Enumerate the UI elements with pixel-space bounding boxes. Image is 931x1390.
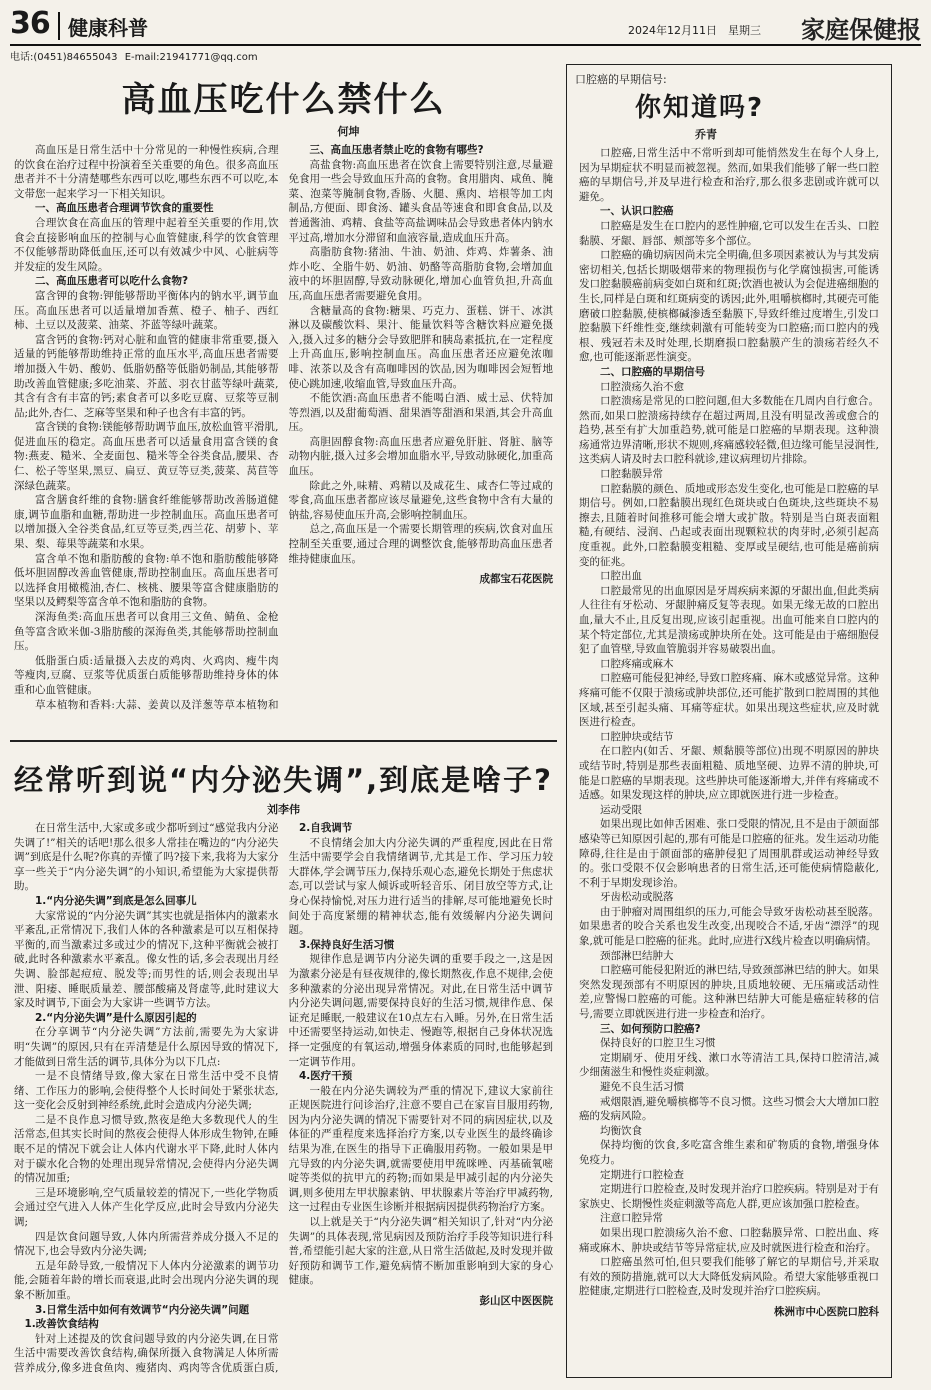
subheading: 保持良好的口腔卫生习惯 xyxy=(600,1037,716,1050)
article-source: 成都宝石花医院 xyxy=(479,573,553,586)
paragraph: 高胆固醇食物:高血压患者应避免肝脏、肾脏、脑等动物内脏,摄入过多会增加血脂水平,导致动脉硬化,加重高血压。 xyxy=(288,435,553,478)
subheading: 运动受限 xyxy=(600,803,642,816)
subheading: 口腔出血 xyxy=(600,570,642,583)
paragraph: 规律作息是调节内分泌失调的重要手段之一,这是因为激素分泌是有昼夜规律的,像长期熬夜,作息不规律,会使多种激素的分泌出现异常情况。对此,在日常生活中调节内分泌失调问题,需要保持良好的生活习惯,规律作息、保证充足睡眠,一般建议在10点左右入睡。另外,在日常生活中还需要坚持运动,如快走、慢跑等,根据自己身体状况选择一定强度的有氧运动,增强身体素质的同时,也能够起到一定调节作用。 xyxy=(288,953,553,1068)
subheading: 2.“内分泌失调”是什么原因引起的 xyxy=(35,1011,197,1024)
article-source: 株洲市中心医院口腔科 xyxy=(774,1305,879,1318)
paragraph: 口腔癌是发生在口腔内的恶性肿瘤,它可以发生在舌头、口腔黏膜、牙龈、唇部、颊部等多个部位。 xyxy=(579,219,879,247)
paragraph: 不良情绪会加大内分泌失调的严重程度,因此在日常生活中需要学会自我情绪调节,尤其是工作、学习压力较大群体,学会调节压力,保持乐观心态,避免长期处于焦虑状态,可以尝试与家人倾诉或听轻音乐、闭目放空等方式,让身心保持愉悦,对压力进行适当的排解,尽可能地避免长时间处于高度紧绷的精神状态,能有效缓解内分泌失调问题。 xyxy=(288,836,553,937)
paragraph: 富含膳食纤维的食物:膳食纤维能够帮助改善肠道健康,调节血脂和血糖,帮助进一步控制血压。高血压患者可以增加摄入全谷类食品,红豆等豆类,西兰花、胡萝卜、苹果、梨、莓果等蔬菜和水果。 xyxy=(14,494,279,551)
article-endocrine xyxy=(10,740,557,1380)
paper-name: 家庭保健报 xyxy=(801,16,921,44)
article-oral-cancer xyxy=(566,64,892,1378)
subheading: 二、口腔癌的早期信号 xyxy=(600,365,705,378)
subheading: 3.日常生活中如何有效调节“内分泌失调”问题 xyxy=(35,1303,250,1316)
contact-phone: 电话:(0451)84655043 xyxy=(10,52,118,63)
paragraph: 针对上述提及的饮食问题导致的内分泌失调,在日常生活中需要改善饮食结构,确保所摄入食物满足人体所需营养成分,像多进食鱼肉、瘦猪肉、鸡肉等含优质蛋白质, xyxy=(14,1332,279,1374)
article-title: 经常听到说“内分泌失调”,到底是啥子? xyxy=(14,763,553,797)
paragraph: 高脂肪食物:猪油、牛油、奶油、炸鸡、炸薯条、油炸小吃、全脂牛奶、奶油、奶酪等高脂肪食物,会增加血液中的坏胆固醇,导致动脉硬化,增加心血管负担,升高血压,高血压患者需要避免食用。 xyxy=(288,246,553,302)
paragraph: 以上就是关于“内分泌失调”相关知识了,针对“内分泌失调”的具体表现,常见病因及预防治疗手段等知识进行科普,希望能引起大家的注意,从日常生活做起,及时发现并做好预防和调节工作,避免病情不断加重影响到大家的身心健康。 xyxy=(288,1216,553,1287)
paragraph: 在日常生活中,大家或多或少都听到过“感觉我内分泌失调了!”相关的话吧!那么很多人常挂在嘴边的“内分泌失调”到底是什么呢?你真的弄懂了吗?接下来,我将为大家分享一些关于“内分泌失调”的小知识,希望能为大家提供帮助。 xyxy=(14,822,279,893)
paragraph: 富含镁的食物:镁能够帮助调节血压,放松血管平滑肌,促进血压的稳定。高血压患者可以适量食用富含镁的食物:燕麦、糙米、全麦面包、糙米等全谷类食品,腰果、杏仁、松子等坚果,黑豆、扁豆、黄豆等豆类,菠菜、莴苣等深绿色蔬菜。 xyxy=(14,421,279,492)
article-body-col-1 xyxy=(14,143,279,713)
paragraph: 除此之外,味精、鸡精以及咸花生、咸杏仁等过咸的零食,高血压患者都应该尽量避免,这些食物中含有大量的钠盐,容易使血压升高,会影响控制血压。 xyxy=(288,479,553,521)
article-kicker: 口腔癌的早期信号: xyxy=(575,73,667,86)
article-source: 彭山区中医医院 xyxy=(479,1295,553,1307)
subheading: 注意口腔异常 xyxy=(600,1212,663,1225)
article-body-col-2 xyxy=(289,821,554,1377)
subheading: 口腔溃疡久治不愈 xyxy=(600,380,684,393)
paragraph: 低脂蛋白质:适量摄入去皮的鸡肉、火鸡肉、瘦牛肉等瘦肉,豆腐、豆浆等优质蛋白质能够帮助维持身体的体重和心血管健康。 xyxy=(14,654,279,696)
subheading: 三、如何预防口腔癌? xyxy=(600,1022,701,1035)
paragraph: 四是饮食问题导致,人体内所需营养成分摄入不足的情况下,也会导致内分泌失调; xyxy=(14,1230,279,1258)
paragraph: 深海鱼类:高血压患者可以食用三文鱼、鲭鱼、金枪鱼等富含欧米伽-3脂肪酸的深海鱼类,其能够帮助控制血压。 xyxy=(14,611,279,653)
paragraph: 保持均衡的饮食,多吃富含维生素和矿物质的食物,增强身体免疫力。 xyxy=(579,1139,879,1166)
subheading: 避免不良生活习惯 xyxy=(600,1081,684,1093)
paragraph: 由于肿瘤对周围组织的压力,可能会导致牙齿松动甚至脱落。如果患者的咬合关系也发生改变,出现咬合不适,牙齿“漂浮”的现象,就可能是口腔癌的征兆。此时,应进行X线片检查以明确病情。 xyxy=(579,905,879,948)
paragraph: 一是不良情绪导致,像大家在日常生活中受不良情绪、工作压力的影响,会使得整个人长时间处于紧张状态,这一变化会反射到神经系统,此时会造成内分泌失调; xyxy=(14,1070,279,1112)
subheading: 1.“内分泌失调”到底是怎么回事儿 xyxy=(35,894,197,907)
masthead-divider xyxy=(58,12,60,40)
paragraph: 大家常说的“内分泌失调”其实也就是指体内的激素水平紊乱,正常情况下,我们人体的各种激素是可以互相保持平衡的,而当激素过多或过少的情况下,这种平衡就会被打破,此时各种激素水平紊乱。像女性的话,多会表现出月经失调、脸部起痘痘、脱发等;而男性的话,则会表现出早泄、阳痿、睡眠质量差、腰部酸痛及肾虚等,此时建议大家及时调节,下面会为大家讲一些调节方法。 xyxy=(14,909,279,1010)
paragraph: 定期刷牙、使用牙线、漱口水等清洁工具,保持口腔清洁,减少细菌滋生和慢性炎症刺激。 xyxy=(579,1051,879,1079)
paragraph: 总之,高血压是一个需要长期管理的疾病,饮食对血压控制至关重要,通过合理的调整饮食,能够帮助高血压患者维持健康血压。 xyxy=(288,523,553,565)
subheading: 口腔黏膜异常 xyxy=(600,468,663,481)
paragraph: 口腔癌虽然可怕,但只要我们能够了解它的早期信号,并采取有效的预防措施,就可以大大降低发病风险。希望大家能够重视口腔健康,定期进行口腔检查,及时发现并治疗口腔疾病。 xyxy=(579,1256,879,1298)
article-hypertension xyxy=(10,62,557,734)
paragraph: 戒烟限酒,避免嚼槟榔等不良习惯。这些习惯会大大增加口腔癌的发病风险。 xyxy=(579,1095,879,1123)
page-number: 36 xyxy=(10,6,50,41)
subheading: 牙齿松动或脱落 xyxy=(600,891,674,904)
contact-line xyxy=(10,48,262,63)
subheading: 二、高血压患者可以吃什么食物? xyxy=(35,275,189,288)
subheading: 定期进行口腔检查 xyxy=(600,1168,684,1181)
paragraph: 如果出现比如伸舌困难、张口受限的情况,且不是由于颌面部感染等已知原因引起的,那有可能是口腔癌的征兆。发生运动功能障碍,往往是由于颌面部的癌肿侵犯了周围肌群或运动神经导致的。张口受限不仅会影响患者的日常生活,还可能使病情隐蔽化,不利于早期发现诊治。 xyxy=(579,818,879,889)
masthead xyxy=(10,8,921,46)
subheading: 1.改善饮食结构 xyxy=(24,1318,99,1331)
issue-weekday: 星期三 xyxy=(728,24,761,37)
paragraph: 口腔溃疡是常见的口腔问题,但大多数能在几周内自行愈合。然而,如果口腔溃疡持续存在超过两周,且没有明显改善或愈合的趋势,甚至有扩大加重趋势,就可能是口腔癌的早期表现。这种溃疡通常边界清晰,形状不规则,疼痛感较轻微,但边缘可能呈浸润性,这类病人请及时去口腔科就诊,建议病理切片排除。 xyxy=(579,395,879,466)
paragraph: 合理饮食在高血压的管理中起着至关重要的作用,饮食会直接影响血压的控制与心血管健康,科学的饮食管理不仅能够帮助降低血压,还可以有效减少中风、心脏病等并发症的发生风险。 xyxy=(14,216,279,273)
article-title: 高血压吃什么禁什么 xyxy=(121,80,446,120)
paragraph: 二是不良作息习惯导致,熬夜是绝大多数现代人的生活常态,但其实长时间的熬夜会使得人体形成生物钟,在睡眠不足的情况下就会让人体内代谢水平下降,此时人体内对于碳水化合物的处理出现异常情况,会使得内分泌失调的情况加重; xyxy=(14,1113,279,1185)
section-name: 健康科普 xyxy=(68,16,148,40)
subheading: 4.医疗干预 xyxy=(299,1070,353,1083)
subheading: 均衡饮食 xyxy=(600,1124,642,1137)
contact-email: E-mail:21941771@qq.com xyxy=(124,52,258,63)
paragraph: 富含钾的食物:钾能够帮助平衡体内的钠水平,调节血压。高血压患者可以适量增加香蕉、橙子、柚子、西红柿、土豆以及菠菜、油菜、芥蓝等绿叶蔬菜。 xyxy=(14,289,279,332)
subheading: 一、高血压患者合理调节饮食的重要性 xyxy=(35,202,214,215)
article-body-col-2 xyxy=(289,143,554,713)
paragraph: 口腔最常见的出血原因是牙周疾病来源的牙龈出血,但此类病人往往有牙松动、牙龈肿痛反复等表现。如果无缘无故的口腔出血,量大不止,且反复出现,应该引起重视。出血可能来自口腔内的某个特定部位,尤其是溃疡或肿块所在处。这可能是由于癌细胞侵犯了血管壁,导致血管脆弱并容易破裂出血。 xyxy=(579,584,879,656)
paragraph: 草本植物和香料:大蒜、姜黄以及洋葱等草本植物和 xyxy=(35,698,279,711)
paragraph: 含糖量高的食物:糖果、巧克力、蛋糕、饼干、冰淇淋以及碳酸饮料、果汁、能量饮料等含糖饮料应避免摄入,摄入过多的糖分会导致肥胖和胰岛素抵抗,在一定程度上升高血压,影响控制血压。高血压患者还应避免浓咖啡、浓茶以及含有高咖啡因的饮品,因为咖啡因会短暂地使心跳加速,收缩血管,导致血压升高。 xyxy=(288,304,553,390)
paragraph: 高盐食物:高血压患者在饮食上需要特别注意,尽量避免食用一些会导致血压升高的食物。食用腊肉、咸鱼、腌菜、泡菜等腌制食物,香肠、火腿、熏肉、培根等加工肉制品,方便面、即食汤、罐头食品等速食和即食食品,以及普通酱油、鸡精、食盐等高盐调味品会导致患者体内钠水平过高,增加水分滞留和血液容量,造成血压升高。 xyxy=(288,158,553,244)
paragraph: 富含单不饱和脂肪酸的食物:单不饱和脂肪酸能够降低坏胆固醇改善血管健康,帮助控制血压。高血压患者可以选择食用橄榄油,杏仁、核桃、腰果等富含健康脂肪的坚果以及鳄梨等富含单不饱和脂肪的食物。 xyxy=(14,552,279,609)
paragraph: 五是年龄导致,一般情况下人体内分泌激素的调节功能,会随着年龄的增长而衰退,此时会出现内分泌失调的现象不断加重。 xyxy=(14,1259,279,1301)
article-body-col-1 xyxy=(14,821,279,1377)
article-title: 你知道吗? xyxy=(635,93,765,123)
subheading: 颈部淋巴结肿大 xyxy=(600,949,674,962)
paragraph: 口腔癌,日常生活中不常听到却可能悄然发生在每个人身上,因为早期症状不明显而被忽视。然而,如果我们能够了解一些口腔癌的早期信号,并及早进行检查和治疗,那么很多悲剧或许就可以避免。 xyxy=(579,147,879,203)
paragraph: 一般在内分泌失调较为严重的情况下,建议大家前往正规医院进行问诊治疗,注意不要自己在家盲目服用药物,因为内分泌失调的情况下需要针对不同的病因症状,以及体征的严重程度来选择治疗方案,以专业医生的最终确诊结果为准,在医生的指导下正确服用药物。一般如果是甲亢导致的内分泌失调,就需要使用甲巯咪唑、丙基硫氧嘧啶等类似的抗甲亢的药物;而如果是甲减引起的内分泌失调,则多使用左甲状腺素钠、甲状腺素片等治疗甲减药物,这一过程由专业医生诊断并根据病因提供药物治疗方案。 xyxy=(288,1084,553,1214)
subheading: 3.保持良好生活习惯 xyxy=(299,938,395,951)
article-author: 刘李伟 xyxy=(267,803,300,816)
paragraph: 高血压是日常生活中十分常见的一种慢性疾病,合理的饮食在治疗过程中扮演着至关重要的角色。很多高血压患者并不十分清楚哪些东西可以吃,哪些东西不可以吃,本文带您一起来学习一下相关知识。 xyxy=(14,144,279,200)
article-author: 何坤 xyxy=(337,125,360,138)
article-author: 乔青 xyxy=(695,128,717,141)
paragraph: 不能饮酒:高血压患者不能喝白酒、威士忌、伏特加等烈酒,以及甜葡萄酒、甜果酒等甜酒和果酒,其会升高血压。 xyxy=(288,392,553,434)
issue-date: 2024年12月11日 xyxy=(628,24,717,37)
subheading: 口腔肿块或结节 xyxy=(600,730,674,743)
paragraph: 如果出现口腔溃疡久治不愈、口腔黏膜异常、口腔出血、疼痛或麻木、肿块或结节等异常症状,应及时就医进行检查和治疗。 xyxy=(579,1226,879,1254)
paragraph: 在分享调节“内分泌失调”方法前,需要先为大家讲明“失调”的原因,只有在弄清楚是什么原因导致的情况下,才能做到日常生活的调节,具体分为以下几点: xyxy=(14,1026,279,1068)
article-body xyxy=(579,146,879,1376)
paragraph: 口腔黏膜的颜色、质地或形态发生变化,也可能是口腔癌的早期信号。例如,口腔黏膜出现红色斑块或白色斑块,这些斑块不易擦去,且随着时间推移可能会增大或扩散。特别是当白斑表面粗糙,有硬结、浸润、凸起或表面出现颗粒状的肉芽时,必须引起高度重视。此外,口腔黏膜变粗糙、变厚或呈硬结,也可能是癌前病变的征兆。 xyxy=(579,482,879,568)
paragraph: 富含钙的食物:钙对心脏和血管的健康非常重要,摄入适量的钙能够帮助维持正常的血压水平,高血压患者需要增加摄入牛奶、酸奶、低脂奶酪等低脂奶制品,其能够帮助改善血管健康;多吃油菜、芥蓝、羽衣甘蓝等绿叶蔬菜,其含有含有丰富的钙;素食者可以多吃豆腐、豆浆等豆制品;此外,杏仁、芝麻等坚果和种子也含有丰富的钙。 xyxy=(14,333,279,419)
subheading: 口腔疼痛或麻木 xyxy=(600,657,674,670)
subheading: 三、高血压患者禁止吃的食物有哪些? xyxy=(309,144,484,156)
subheading: 2.自我调节 xyxy=(299,822,353,834)
paragraph: 定期进行口腔检查,及时发现并治疗口腔疾病。特别是对于有家族史、长期慢性炎症刺激等高危人群,更应该加强口腔检查。 xyxy=(579,1183,879,1210)
paragraph: 口腔癌可能侵犯神经,导致口腔疼痛、麻木或感觉异常。这种疼痛可能不仅限于溃疡或肿块部位,还可能扩散到口腔周围的其他区域,甚至引起头痛、耳痛等症状。如果出现这些症状,应及时就医进行检查。 xyxy=(579,672,879,729)
paragraph: 三是环境影响,空气质量较差的情况下,一些化学物质会通过空气进入人体产生化学反应,此时会导致内分泌失调; xyxy=(14,1186,279,1229)
subheading: 一、认识口腔癌 xyxy=(600,205,674,218)
paragraph: 在口腔内(如舌、牙龈、颊黏膜等部位)出现不明原因的肿块或结节时,特别是那些表面粗糙、质地坚硬、边界不清的肿块,可能是口腔癌的早期表现。这些肿块可能逐渐增大,并伴有疼痛或不适感。如果发现这样的肿块,应立即就医进行进一步检查。 xyxy=(579,745,879,802)
paragraph: 口腔癌的确切病因尚未完全明确,但多项因素被认为与其发病密切相关,包括长期吸烟带来的物理损伤与化学腐蚀损害,可能诱发口腔黏膜癌前病变如白斑和红斑;饮酒也被认为会促进癌细胞的生长,同样是白斑和红斑病变的诱因;此外,咀嚼槟榔时,其硬壳可能磨破口腔黏膜,使槟榔碱渗透至黏膜下,导致纤维过度增生,引发口腔黏膜下纤维性变,继续刺激有可能转变为口腔癌;而口腔内的残根、残冠若未及时处理,长期磨损口腔黏膜产生的溃疡若经久不愈,也可能逐渐恶性演变。 xyxy=(579,249,879,364)
paragraph: 口腔癌可能侵犯附近的淋巴结,导致颈部淋巴结的肿大。如果突然发现颈部有不明原因的肿块,且质地较硬、无压痛或活动性差,应警惕口腔癌的可能。这种淋巴结肿大可能是癌症转移的信号,需要立即就医进行进一步检查和治疗。 xyxy=(579,964,879,1021)
